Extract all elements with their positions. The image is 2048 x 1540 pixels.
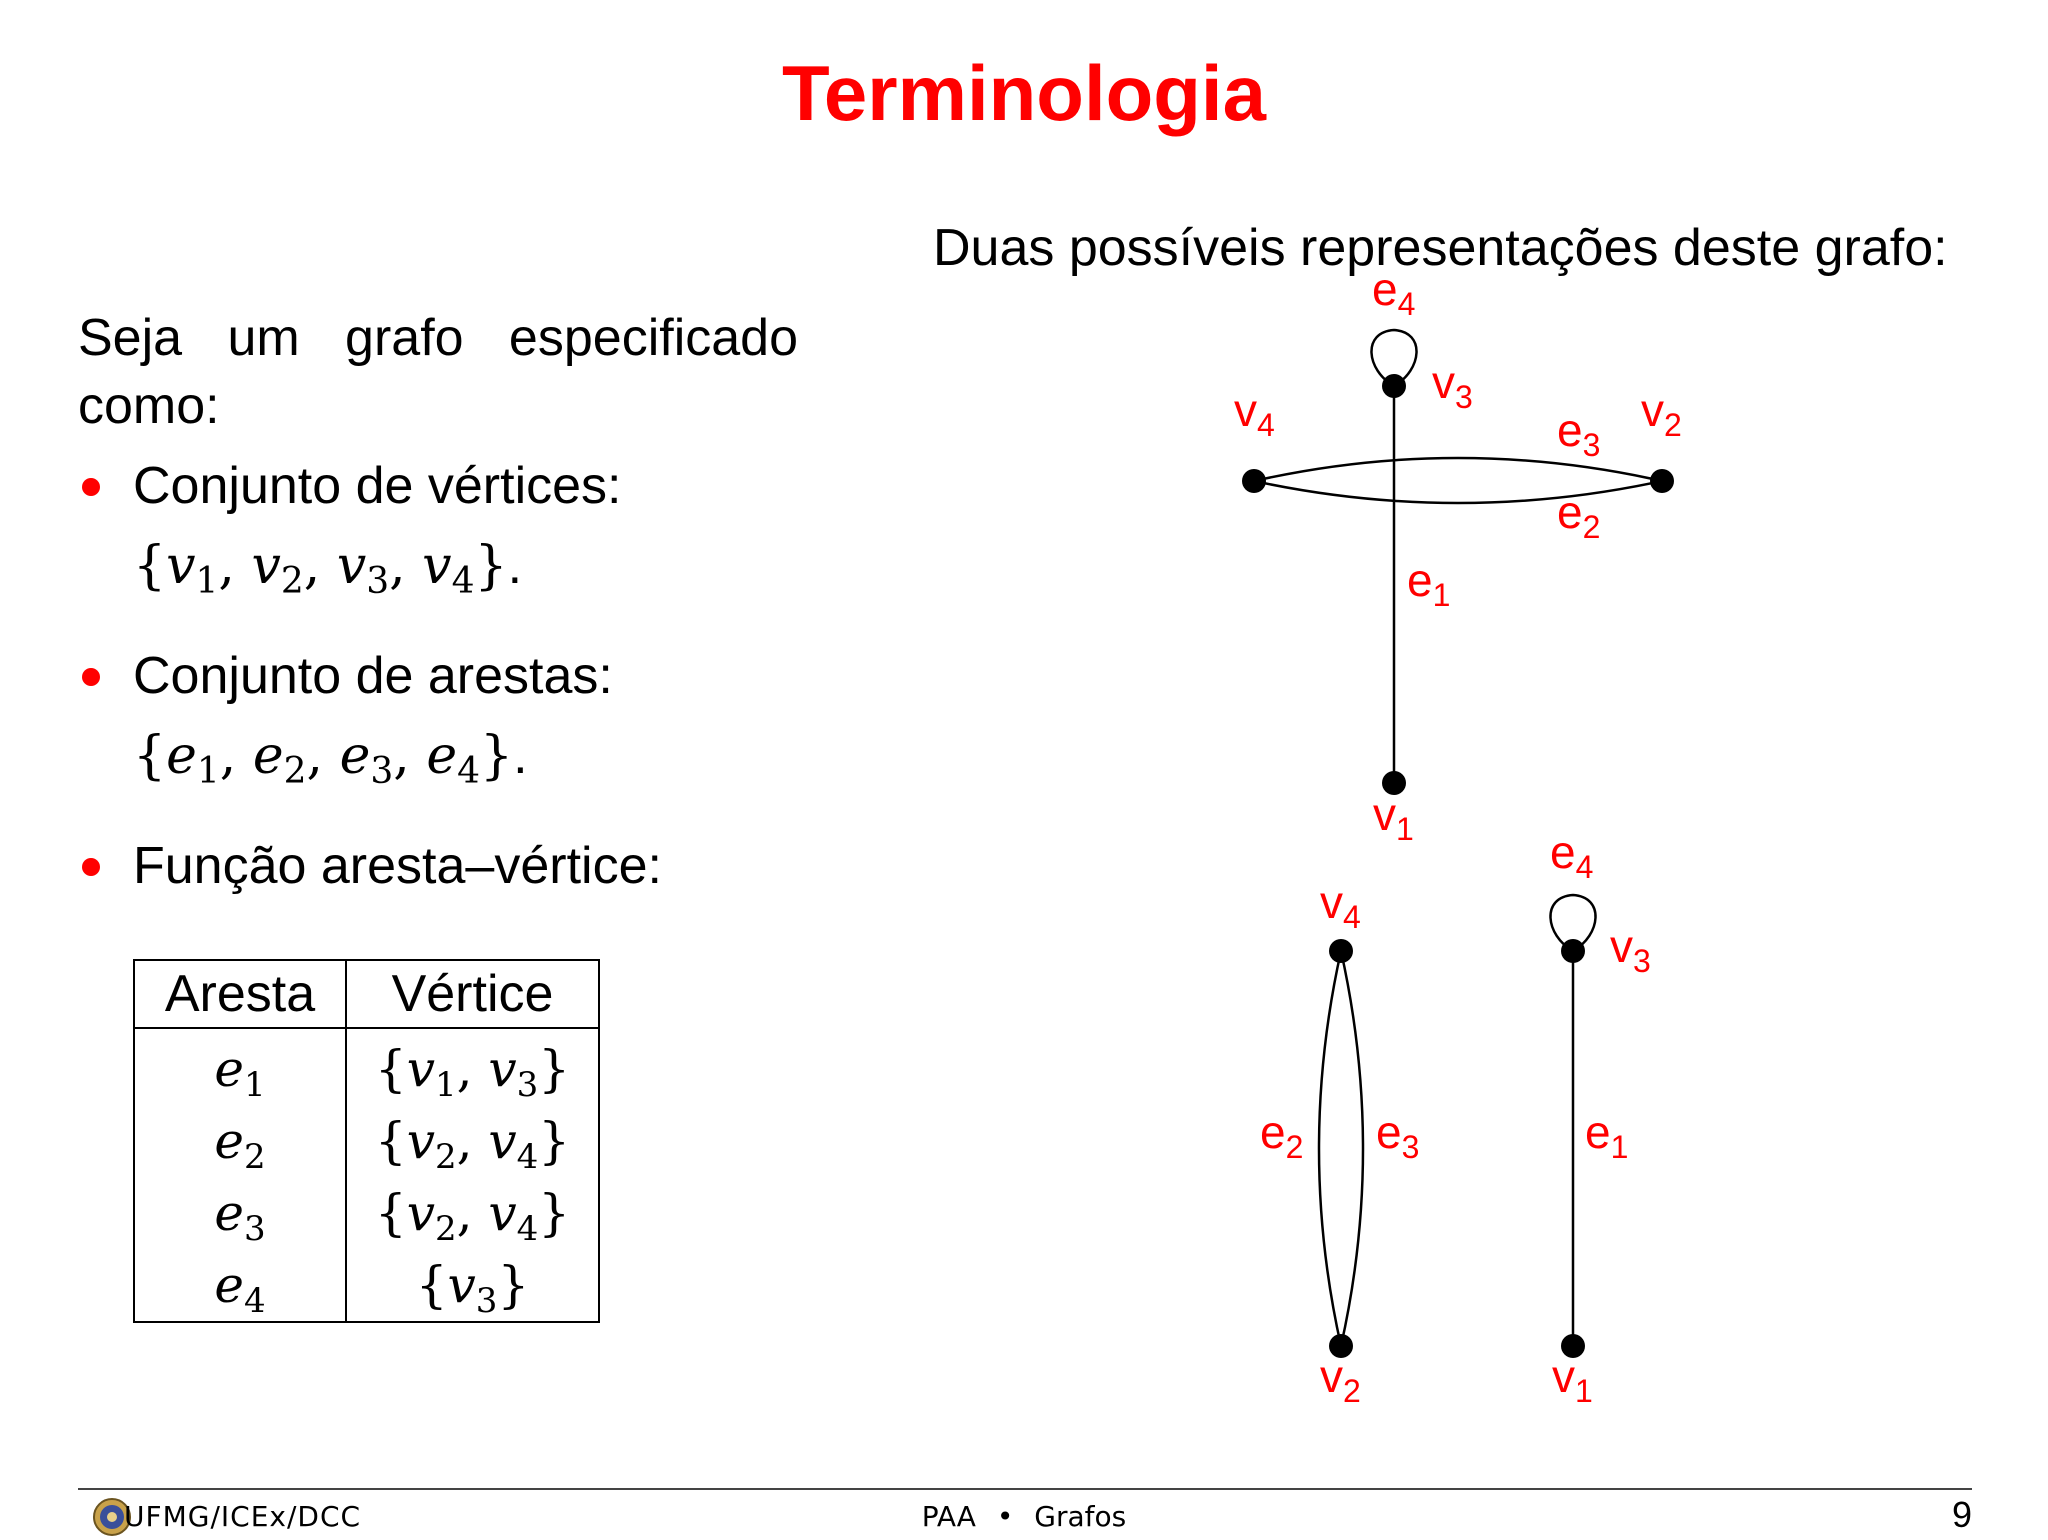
label-e3: $e_3$ [1557,404,1601,463]
vertex-v4-bottom [1329,939,1353,963]
intro-line-1: Seja um grafo especificado [78,309,798,367]
table-row: $e_3$ {$v_2$, $v_4$} [134,1177,599,1249]
label-e4-bottom: $e_4$ [1550,826,1594,885]
label-v4: $v_4$ [1234,384,1275,443]
bullet-edges-label: Conjunto de arestas: [133,647,613,705]
label-e4: $e_4$ [1372,263,1416,322]
label-v1-bottom: $v_1$ [1552,1350,1593,1409]
vertex-v3 [1382,374,1406,398]
bullet-vertices-label: Conjunto de vértices: [133,457,622,515]
edge-e3 [1254,458,1662,481]
label-v2: $v_2$ [1641,384,1682,443]
slide-title: Terminologia [782,49,1266,137]
page-number: 9 [1951,1494,1972,1535]
graph-representation-1 [1234,263,1682,847]
footer-topic: Grafos [1034,1500,1127,1533]
label-v3: $v_3$ [1432,356,1473,415]
footer-divider [78,1488,1972,1490]
label-v4-bottom: $v_4$ [1320,876,1361,935]
footer-separator: • [996,1500,1014,1533]
footer-institution: UFMG/ICEx/DCC [124,1500,362,1533]
bullet-function-label: Função aresta–vértice: [133,837,662,895]
label-v2-bottom: $v_2$ [1320,1350,1361,1409]
vertex-v4 [1242,469,1266,493]
edge-e3-bottom [1341,951,1363,1346]
intro-line-2: como: [78,377,220,435]
label-e1-bottom: $e_1$ [1585,1106,1629,1165]
vertex-v3-bottom [1561,939,1585,963]
vertex-set: {$v_1$, $v_2$, $v_3$, $v_4$}. [133,536,523,602]
table-header-vertex: Vértice [346,960,599,1028]
label-v1: $v_1$ [1373,788,1414,847]
label-e3-bottom: $e_3$ [1376,1106,1420,1165]
label-v3-bottom: $v_3$ [1610,920,1651,979]
table-row: $e_2$ {$v_2$, $v_4$} [134,1105,599,1177]
vertex-v2 [1650,469,1674,493]
footer-course-name: PAA [921,1500,976,1533]
table-row: $e_1$ {$v_1$, $v_3$} [134,1028,599,1105]
label-e2: $e_2$ [1557,486,1601,545]
graph-caption: Duas possíveis representações deste grafo: [933,219,1948,277]
edge-e2 [1254,481,1662,503]
edge-e2-bottom [1319,951,1341,1346]
graph-representation-2 [1260,826,1651,1409]
label-e2-bottom: $e_2$ [1260,1106,1304,1165]
footer-course [0,1500,2048,1533]
edge-set: {$e_1$, $e_2$, $e_3$, $e_4$}. [133,726,528,792]
label-e1: $e_1$ [1407,554,1451,613]
table-header-edge: Aresta [134,960,346,1028]
table-row: $e_4$ $\{v_3\}$ [134,1249,599,1322]
